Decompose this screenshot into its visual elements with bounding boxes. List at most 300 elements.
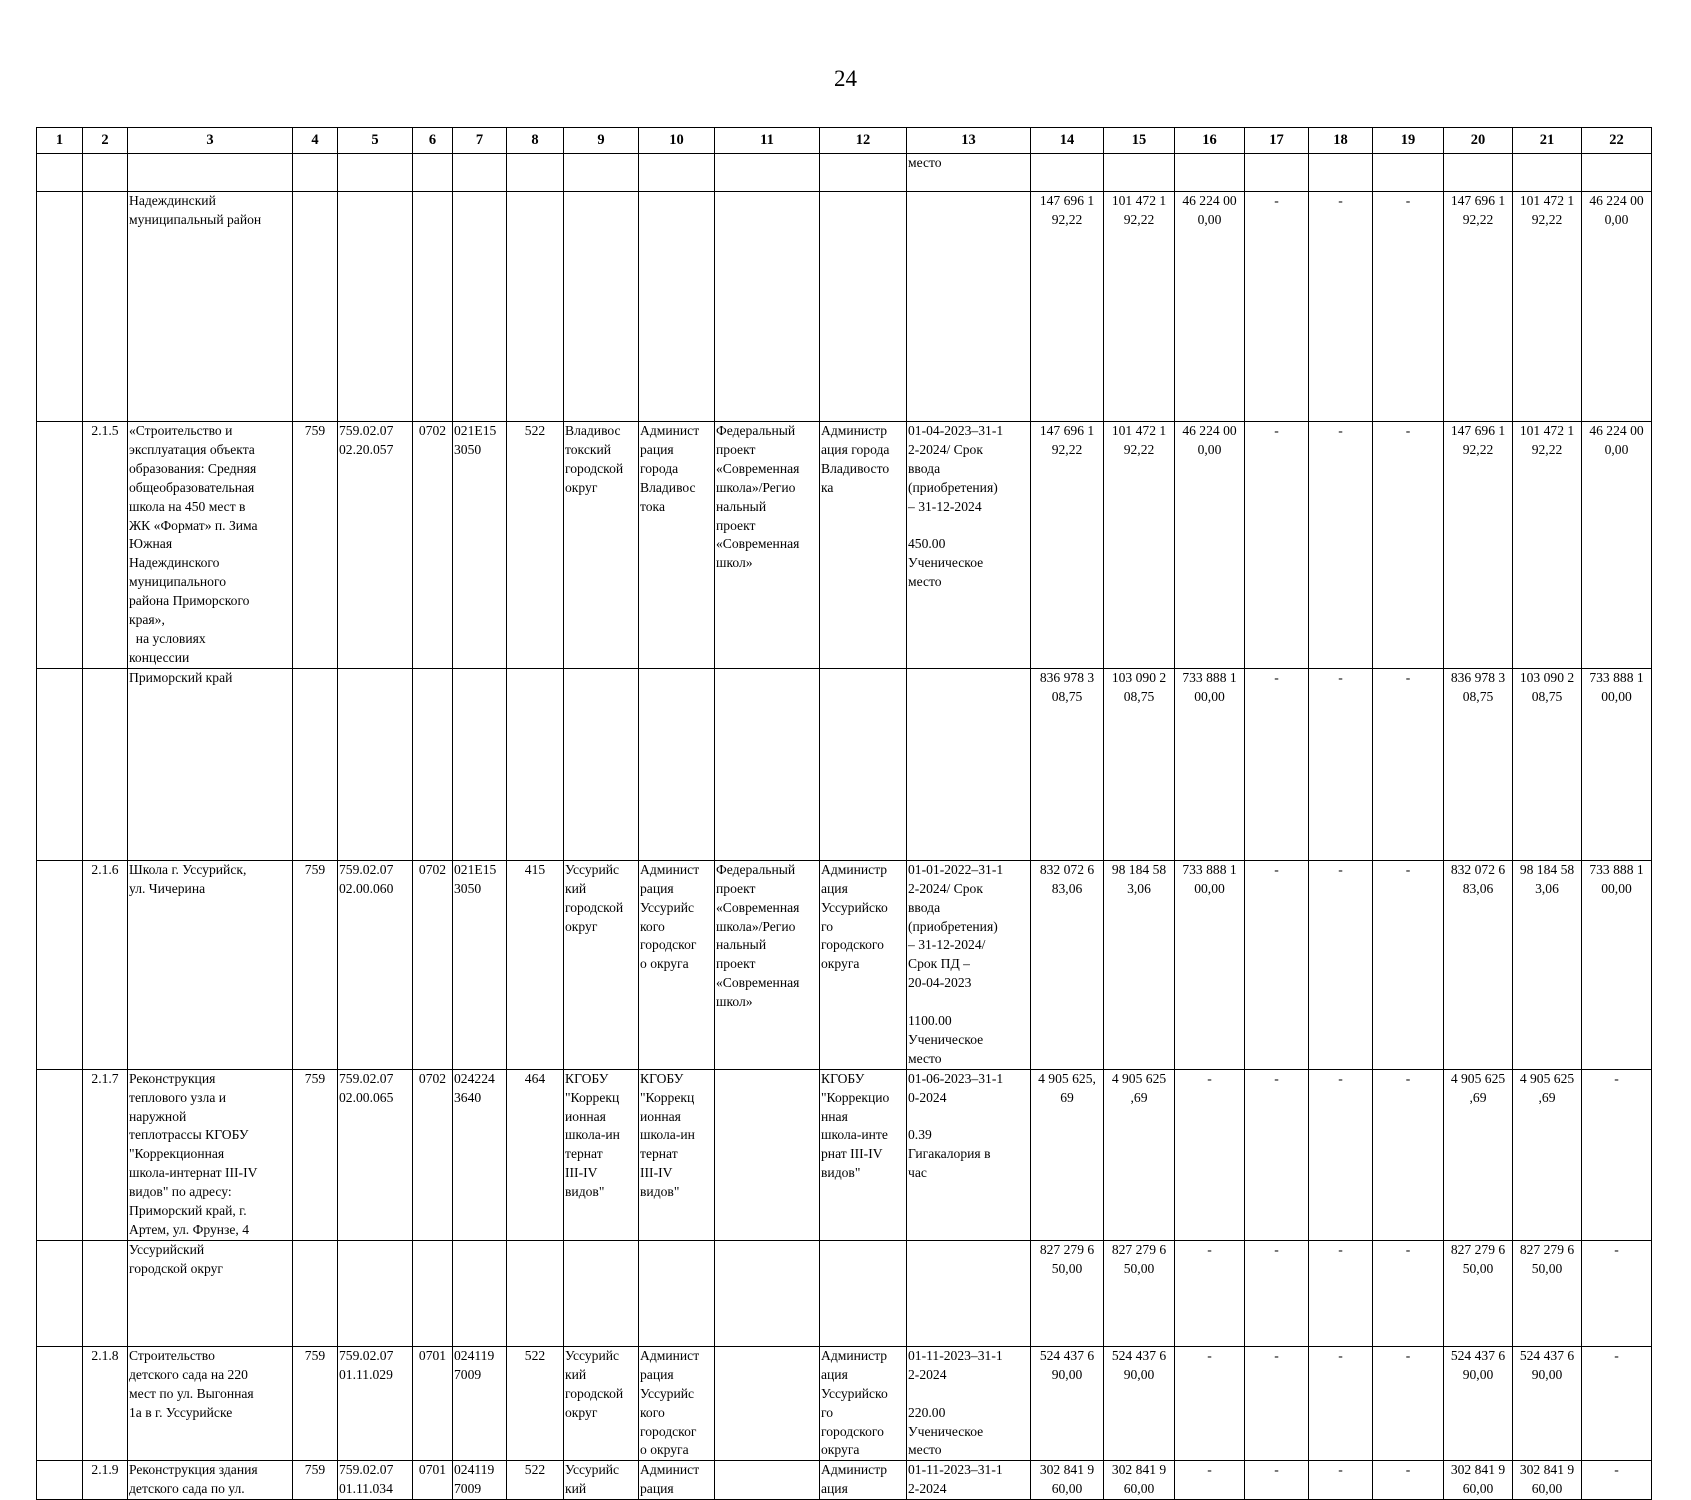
- table-cell: [1582, 1461, 1652, 1500]
- table-cell: [1444, 668, 1513, 860]
- table-cell: [507, 860, 564, 1069]
- cell-text: 522: [524, 1347, 546, 1363]
- table-cell: [1373, 860, 1444, 1069]
- table-cell: [715, 192, 820, 422]
- column-header: 18: [1309, 128, 1373, 154]
- table-cell: [128, 1069, 293, 1240]
- cell-text: -: [1405, 861, 1411, 877]
- cell-text: Федеральный проект «Современная школа»/Регио нальный проект «Современная школ»: [716, 861, 800, 1010]
- cell-text: Админист рация Уссурийс кого городског о округа: [640, 861, 700, 972]
- cell-text: 021E15 3050: [454, 861, 497, 896]
- cell-text: 827 279 6 50,00: [1111, 1241, 1167, 1276]
- table-cell: [128, 192, 293, 422]
- table-cell: [564, 860, 639, 1069]
- table-cell: [820, 1069, 907, 1240]
- cell-text: 98 184 58 3,06: [1111, 861, 1167, 896]
- table-cell: [128, 1461, 293, 1500]
- cell-text: Реконструкция здания детского сада по ул.: [129, 1462, 258, 1497]
- table-cell: [639, 1461, 715, 1500]
- table-cell: [413, 422, 453, 669]
- budget-table: [36, 127, 1652, 1500]
- cell-text: -: [1405, 1462, 1411, 1478]
- cell-text: «Строительство и эксплуатация объекта образования: Средняя общеобразовательная школа на 450 мест в ЖК «Формат» п. Зима Южная Надеждинского муниципального района Приморского края», на условиях концессии: [129, 423, 258, 665]
- table-cell: [37, 1461, 83, 1500]
- table-cell: [1031, 1240, 1104, 1346]
- cell-text: 827 279 6 50,00: [1519, 1241, 1575, 1276]
- table-cell: [1373, 422, 1444, 669]
- cell-text: 147 696 1 92,22: [1450, 423, 1506, 457]
- table-cell: [37, 1240, 83, 1346]
- table-cell: [820, 1240, 907, 1346]
- table-cell: [1309, 192, 1373, 422]
- column-header: 15: [1104, 128, 1175, 154]
- table-cell: [83, 154, 128, 192]
- table-cell: [1031, 1069, 1104, 1240]
- table-row: [37, 422, 1652, 669]
- cell-text: 733 888 1 00,00: [1182, 861, 1237, 896]
- table-cell: [128, 422, 293, 669]
- table-cell: [1582, 668, 1652, 860]
- table-cell: [1031, 1461, 1104, 1500]
- table-cell: [37, 668, 83, 860]
- table-cell: [1309, 154, 1373, 192]
- cell-text: -: [1614, 1241, 1619, 1257]
- table-cell: [1175, 422, 1245, 669]
- table-cell: [1444, 1240, 1513, 1346]
- cell-text: -: [1405, 1070, 1411, 1086]
- cell-text: -: [1274, 1462, 1279, 1478]
- cell-text: 0701: [418, 1462, 447, 1478]
- column-header: 3: [128, 128, 293, 154]
- table-cell: [1104, 1069, 1175, 1240]
- table-cell: [715, 668, 820, 860]
- table-cell: [1309, 422, 1373, 669]
- cell-text: 4 905 625, 69: [1038, 1070, 1096, 1105]
- cell-text: 302 841 9 60,00: [1519, 1462, 1575, 1497]
- table-cell: [507, 154, 564, 192]
- cell-text: 01-11-2023–31-1 2-2024: [908, 1462, 1003, 1497]
- table-cell: [639, 1069, 715, 1240]
- cell-text: 103 090 2 08,75: [1519, 669, 1575, 704]
- cell-text: Владивос токский городской округ: [565, 423, 624, 495]
- table-cell: [413, 1240, 453, 1346]
- table-cell: [1309, 668, 1373, 860]
- cell-text: Администр ация: [821, 1462, 888, 1497]
- table-cell: [907, 192, 1031, 422]
- table-cell: [820, 1346, 907, 1460]
- cell-text: -: [1338, 1070, 1343, 1086]
- table-cell: [1245, 422, 1309, 669]
- table-cell: [639, 154, 715, 192]
- header-row: [37, 128, 1652, 154]
- table-cell: [1444, 860, 1513, 1069]
- cell-text: 101 472 1 92,22: [1111, 423, 1167, 457]
- table-cell: [1309, 860, 1373, 1069]
- table-cell: [1373, 668, 1444, 860]
- table-cell: [1175, 192, 1245, 422]
- table-cell: [907, 668, 1031, 860]
- table-cell: [1444, 422, 1513, 669]
- column-header: 20: [1444, 128, 1513, 154]
- table-cell: [128, 860, 293, 1069]
- cell-text: Администр ация Уссурийско го городского округа: [821, 861, 888, 972]
- cell-text: 302 841 9 60,00: [1039, 1462, 1095, 1497]
- table-cell: [1373, 1346, 1444, 1460]
- table-cell: [338, 1346, 413, 1460]
- table-cell: [128, 668, 293, 860]
- cell-text: -: [1338, 423, 1343, 438]
- table-cell: [715, 1240, 820, 1346]
- table-cell: [1309, 1346, 1373, 1460]
- table-cell: [453, 154, 507, 192]
- cell-text: -: [1338, 861, 1343, 877]
- cell-text: -: [1274, 1070, 1279, 1086]
- table-cell: [453, 860, 507, 1069]
- cell-text: Администр ация Уссурийско го городского округа: [821, 1347, 888, 1458]
- cell-text: место: [908, 155, 942, 170]
- cell-text: Школа г. Уссурийск, ул. Чичерина: [129, 861, 247, 896]
- cell-text: -: [1207, 1462, 1212, 1478]
- table-cell: [507, 1069, 564, 1240]
- table-cell: [293, 422, 338, 669]
- table-cell: [1444, 1069, 1513, 1240]
- table-cell: [1309, 1069, 1373, 1240]
- table-cell: [1245, 668, 1309, 860]
- cell-text: КГОБУ "Коррекцио нная школа-инте рнат III-IV видов": [821, 1070, 890, 1181]
- table-cell: [1031, 192, 1104, 422]
- cell-text: 021E15 3050: [454, 423, 497, 457]
- table-cell: [715, 1461, 820, 1500]
- table-cell: [83, 192, 128, 422]
- cell-text: -: [1338, 193, 1343, 208]
- cell-text: 832 072 6 83,06: [1450, 861, 1506, 896]
- table-cell: [453, 1346, 507, 1460]
- table-cell: [1104, 154, 1175, 192]
- cell-text: 524 437 6 90,00: [1111, 1347, 1167, 1382]
- cell-text: -: [1207, 1070, 1212, 1086]
- cell-text: 98 184 58 3,06: [1519, 861, 1575, 896]
- cell-text: 2.1.6: [91, 861, 119, 877]
- table-cell: [507, 1240, 564, 1346]
- table-cell: [1245, 860, 1309, 1069]
- table-cell: [1513, 1346, 1582, 1460]
- table-cell: [413, 860, 453, 1069]
- table-cell: [820, 668, 907, 860]
- table-cell: [907, 422, 1031, 669]
- table-cell: [83, 860, 128, 1069]
- column-header: 14: [1031, 128, 1104, 154]
- table-cell: [1513, 1240, 1582, 1346]
- table-cell: [1513, 668, 1582, 860]
- table-cell: [1373, 192, 1444, 422]
- table-cell: [820, 154, 907, 192]
- column-header: 10: [639, 128, 715, 154]
- table-cell: [83, 1461, 128, 1500]
- table-cell: [507, 422, 564, 669]
- cell-text: -: [1405, 423, 1411, 438]
- table-cell: [1245, 192, 1309, 422]
- table-cell: [1513, 860, 1582, 1069]
- table-cell: [907, 1240, 1031, 1346]
- cell-text: -: [1274, 1241, 1279, 1257]
- cell-text: 024224 3640: [454, 1070, 495, 1105]
- cell-text: -: [1207, 1241, 1212, 1257]
- table-cell: [293, 192, 338, 422]
- cell-text: 733 888 1 00,00: [1589, 669, 1644, 704]
- cell-text: Приморский край: [129, 669, 233, 685]
- table-cell: [1513, 192, 1582, 422]
- table-row: [37, 1461, 1652, 1500]
- cell-text: -: [1274, 423, 1279, 438]
- cell-text: -: [1207, 1347, 1212, 1363]
- table-cell: [820, 422, 907, 669]
- table-cell: [128, 154, 293, 192]
- table-cell: [1582, 1069, 1652, 1240]
- column-header: 13: [907, 128, 1031, 154]
- cell-text: 464: [524, 1070, 546, 1086]
- table-cell: [1245, 1346, 1309, 1460]
- table-row: [37, 1346, 1652, 1460]
- table-cell: [1513, 1069, 1582, 1240]
- table-cell: [507, 1346, 564, 1460]
- cell-text: 4 905 625 ,69: [1519, 1070, 1575, 1105]
- cell-text: 0702: [418, 861, 447, 877]
- table-cell: [820, 192, 907, 422]
- cell-text: 836 978 3 08,75: [1450, 669, 1506, 704]
- cell-text: 522: [524, 423, 546, 438]
- cell-text: 01-01-2022–31-1 2-2024/ Срок ввода (приобретения) – 31-12-2024/ Срок ПД – 20-04-2023 1100.00 Ученическое место: [908, 861, 1004, 1066]
- table-cell: [1513, 154, 1582, 192]
- table-cell: [639, 860, 715, 1069]
- column-header: 6: [413, 128, 453, 154]
- table-cell: [1444, 154, 1513, 192]
- table-cell: [820, 1461, 907, 1500]
- cell-text: 759: [304, 423, 326, 438]
- cell-text: 0701: [418, 1347, 447, 1363]
- table-cell: [907, 1346, 1031, 1460]
- table-cell: [1104, 1346, 1175, 1460]
- cell-text: Уссурийс кий: [565, 1462, 620, 1497]
- column-header: 22: [1582, 128, 1652, 154]
- table-cell: [907, 1461, 1031, 1500]
- column-header: 9: [564, 128, 639, 154]
- table-cell: [128, 1346, 293, 1460]
- table-cell: [1582, 860, 1652, 1069]
- table-cell: [413, 668, 453, 860]
- cell-text: 524 437 6 90,00: [1039, 1347, 1095, 1382]
- table-cell: [1309, 1240, 1373, 1346]
- table-cell: [1245, 1069, 1309, 1240]
- column-header: 2: [83, 128, 128, 154]
- group-total-row: [37, 1240, 1652, 1346]
- table-cell: [37, 422, 83, 669]
- cell-text: 2.1.7: [91, 1070, 119, 1086]
- table-cell: [413, 154, 453, 192]
- cell-text: 759.02.07 02.00.065: [339, 1070, 394, 1105]
- table-cell: [564, 1346, 639, 1460]
- table-cell: [338, 860, 413, 1069]
- cell-text: 4 905 625 ,69: [1111, 1070, 1167, 1105]
- table-cell: [1175, 1069, 1245, 1240]
- table-cell: [1031, 422, 1104, 669]
- table-cell: [1031, 1346, 1104, 1460]
- table-cell: [1175, 1346, 1245, 1460]
- table-cell: [293, 1346, 338, 1460]
- group-total-row: [37, 668, 1652, 860]
- table-cell: [507, 668, 564, 860]
- cell-text: -: [1405, 1347, 1411, 1363]
- column-header: 19: [1373, 128, 1444, 154]
- table-cell: [1444, 192, 1513, 422]
- table-cell: [507, 192, 564, 422]
- cell-text: -: [1405, 1241, 1411, 1257]
- table-cell: [1104, 192, 1175, 422]
- table-cell: [639, 422, 715, 669]
- table-cell: [413, 1461, 453, 1500]
- cell-text: Федеральный проект «Современная школа»/Регио нальный проект «Современная школ»: [716, 423, 800, 571]
- table-cell: [338, 1069, 413, 1240]
- table-cell: [338, 668, 413, 860]
- table-cell: [413, 1069, 453, 1240]
- cell-text: -: [1405, 193, 1411, 208]
- table-cell: [715, 1346, 820, 1460]
- table-cell: [1373, 1461, 1444, 1500]
- cell-text: Уссурийс кий городской округ: [565, 1347, 624, 1420]
- cell-text: 759.02.07 02.00.060: [339, 861, 394, 896]
- table-cell: [37, 154, 83, 192]
- cell-text: 733 888 1 00,00: [1182, 669, 1237, 704]
- table-cell: [1104, 860, 1175, 1069]
- table-cell: [1245, 1240, 1309, 1346]
- column-header: 21: [1513, 128, 1582, 154]
- cell-text: -: [1614, 1462, 1619, 1478]
- table-cell: [1175, 1240, 1245, 1346]
- page-number: 24: [834, 66, 857, 91]
- table-cell: [83, 668, 128, 860]
- table-cell: [453, 422, 507, 669]
- cell-text: -: [1338, 669, 1343, 685]
- table-cell: [1245, 1461, 1309, 1500]
- table-cell: [338, 1461, 413, 1500]
- cell-text: 836 978 3 08,75: [1039, 669, 1095, 704]
- cell-text: Уссурийс кий городской округ: [565, 861, 624, 934]
- table-cell: [413, 192, 453, 422]
- cell-text: 46 224 00 0,00: [1589, 193, 1644, 227]
- cell-text: -: [1338, 1241, 1343, 1257]
- table-cell: [1582, 192, 1652, 422]
- cell-text: 2.1.9: [91, 1462, 119, 1478]
- cell-text: 759: [304, 1070, 326, 1086]
- cell-text: 733 888 1 00,00: [1589, 861, 1644, 896]
- cell-text: 759: [304, 1347, 326, 1363]
- table-cell: [639, 668, 715, 860]
- table-cell: [564, 1240, 639, 1346]
- cell-text: -: [1274, 1347, 1279, 1363]
- cell-text: 415: [524, 861, 546, 877]
- cell-text: 2.1.5: [91, 423, 119, 438]
- table-cell: [715, 1069, 820, 1240]
- table-cell: [83, 1346, 128, 1460]
- group-total-row: [37, 192, 1652, 422]
- table-cell: [564, 192, 639, 422]
- table-cell: [293, 860, 338, 1069]
- column-header: 7: [453, 128, 507, 154]
- table-cell: [83, 422, 128, 669]
- table-cell: [1373, 1240, 1444, 1346]
- table-cell: [1175, 1461, 1245, 1500]
- table-cell: [1373, 154, 1444, 192]
- table-cell: [564, 154, 639, 192]
- cell-text: 759: [304, 1462, 326, 1478]
- table-cell: [1104, 422, 1175, 669]
- table-cell: [338, 192, 413, 422]
- cell-text: 024119 7009: [454, 1347, 495, 1382]
- cell-text: -: [1338, 1462, 1343, 1478]
- cell-text: 147 696 1 92,22: [1450, 193, 1506, 227]
- table-cell: [1582, 1346, 1652, 1460]
- cell-text: -: [1274, 193, 1279, 208]
- column-header: 1: [37, 128, 83, 154]
- table-cell: [639, 192, 715, 422]
- table-cell: [37, 192, 83, 422]
- cell-text: -: [1614, 1070, 1619, 1086]
- cell-text: 46 224 00 0,00: [1589, 423, 1644, 457]
- table-cell: [1031, 154, 1104, 192]
- cell-text: 759.02.07 02.20.057: [339, 423, 394, 457]
- table-cell: [413, 1346, 453, 1460]
- table-row: [37, 860, 1652, 1069]
- cell-text: 01-06-2023–31-1 0-2024 0.39 Гигакалория в час: [908, 1070, 1004, 1181]
- cell-text: Реконструкция теплового узла и наружной теплотрассы КГОБУ "Коррекционная школа-интернат III-IV видов" по адресу: Приморский край, г. Артем, ул. Фрунзе, 4: [129, 1070, 258, 1237]
- cell-text: -: [1274, 669, 1279, 685]
- column-header: 12: [820, 128, 907, 154]
- table-cell: [715, 154, 820, 192]
- cell-text: 147 696 1 92,22: [1039, 193, 1095, 227]
- cell-text: 01-04-2023–31-1 2-2024/ Срок ввода (приобретения) – 31-12-2024 450.00 Ученическое место: [908, 423, 1004, 590]
- table-cell: [83, 1069, 128, 1240]
- cell-text: 302 841 9 60,00: [1111, 1462, 1167, 1497]
- table-cell: [564, 1461, 639, 1500]
- table-cell: [1373, 1069, 1444, 1240]
- table-cell: [453, 1069, 507, 1240]
- table-cell: [1104, 1461, 1175, 1500]
- cell-text: 522: [524, 1462, 546, 1478]
- table-cell: [293, 1461, 338, 1500]
- table-cell: [1582, 422, 1652, 669]
- cell-text: 024119 7009: [454, 1462, 495, 1497]
- cell-text: 0702: [418, 1070, 447, 1086]
- cell-text: 524 437 6 90,00: [1450, 1347, 1506, 1382]
- cell-text: 46 224 00 0,00: [1182, 193, 1237, 227]
- column-header: 11: [715, 128, 820, 154]
- cell-text: 832 072 6 83,06: [1039, 861, 1095, 896]
- table-cell: [293, 154, 338, 192]
- column-header: 8: [507, 128, 564, 154]
- cell-text: Администр ация города Владивосто ка: [821, 423, 890, 495]
- table-cell: [293, 668, 338, 860]
- table-cell: [1444, 1346, 1513, 1460]
- table-cell: [1031, 860, 1104, 1069]
- table-cell: [1582, 154, 1652, 192]
- cell-text: КГОБУ "Коррекц ионная школа-ин тернат III-IV видов": [565, 1070, 620, 1200]
- cell-text: КГОБУ "Коррекц ионная школа-ин тернат III-IV видов": [640, 1070, 695, 1200]
- cell-text: -: [1338, 1347, 1343, 1363]
- table-cell: [715, 422, 820, 669]
- cell-text: 147 696 1 92,22: [1039, 423, 1095, 457]
- cell-text: 01-11-2023–31-1 2-2024 220.00 Ученическое место: [908, 1347, 1003, 1458]
- table-cell: [1444, 1461, 1513, 1500]
- cell-text: 2.1.8: [91, 1347, 119, 1363]
